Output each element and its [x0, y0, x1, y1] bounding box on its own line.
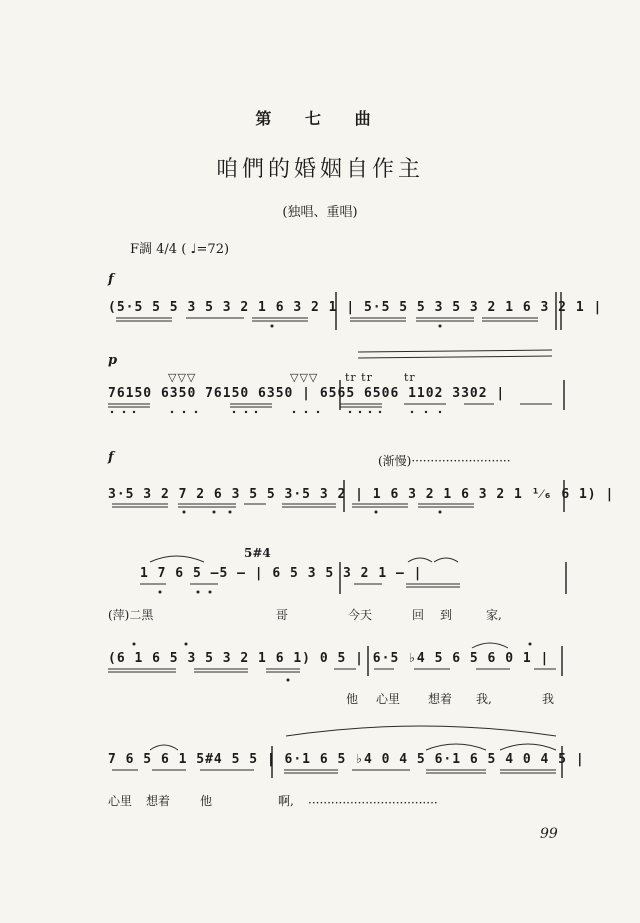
song-number: 第 七 曲 [255, 109, 385, 128]
notation-row-1: (5·5 5 5 3 5 3 2 1 6 3 2 1 | 5·5 5 5 3 5 3 2 1 6 3 2 1 | [108, 300, 603, 315]
notation-row-2: 76150 6350 76150 6350 | 6565 6506 1102 3302 | [108, 386, 506, 401]
lyric: 到 [440, 608, 453, 622]
notation-row-4: 1 7 6 5 —5 — | 6 5 3 5 3 2 1 — | [140, 566, 423, 581]
grace-note: 5#4 [244, 546, 271, 560]
dynamic-piano: p [108, 353, 118, 368]
lyric: 他 [200, 794, 213, 808]
song-title: 咱們的婚姻自作主 [215, 157, 424, 182]
trill-marks: tr tr [345, 371, 373, 384]
lyric: 心里 [376, 692, 401, 706]
notation-row-3: 3·5 3 2 7 2 6 3 5 5 3·5 3 2 | 1 6 3 2 1 6 3 2 1 ¹⁄₆ 6 1) | [108, 487, 615, 502]
key-tempo-marking: F調 4/4 ( ♩=72) [130, 242, 230, 257]
lyric: (萍)二黑 [108, 608, 154, 622]
accent-marks: ▽▽▽ [168, 371, 197, 384]
continuation-dots: ·································· [308, 796, 438, 810]
accent-marks: ▽▽▽ [290, 371, 319, 384]
lyric: 想着 [428, 692, 453, 706]
lyric: 家, [486, 608, 502, 622]
lyric: 心里 [108, 794, 133, 808]
page-number: 99 [540, 826, 558, 842]
tempo-direction: (渐慢)·························· [378, 454, 511, 468]
lyric: 他 [346, 692, 359, 706]
lyric: 啊, [278, 794, 294, 808]
notation-row-6: 7 6 5 6 1 5#4 5 5 | 6·1 6 5 ♭4 0 4 5 6·1 6 5 4 0 4 5 | [108, 752, 585, 767]
lyric: 想着 [146, 794, 171, 808]
dynamic-forte: f [108, 450, 114, 465]
lyric: 回 [412, 608, 425, 622]
lyric: 我 [542, 692, 555, 706]
lyric: 哥 [276, 608, 289, 622]
trill-mark: tr [404, 371, 416, 384]
song-subtitle: (独唱、重唱) [282, 205, 358, 220]
dynamic-forte: f [108, 272, 114, 287]
lyric: 今天 [348, 608, 373, 622]
lyric: 我, [476, 692, 492, 706]
notation-row-5: (6 1 6 5 3 5 3 2 1 6 1) 0 5 | 6·5 ♭4 5 6 5 6 0 1 | [108, 651, 550, 666]
